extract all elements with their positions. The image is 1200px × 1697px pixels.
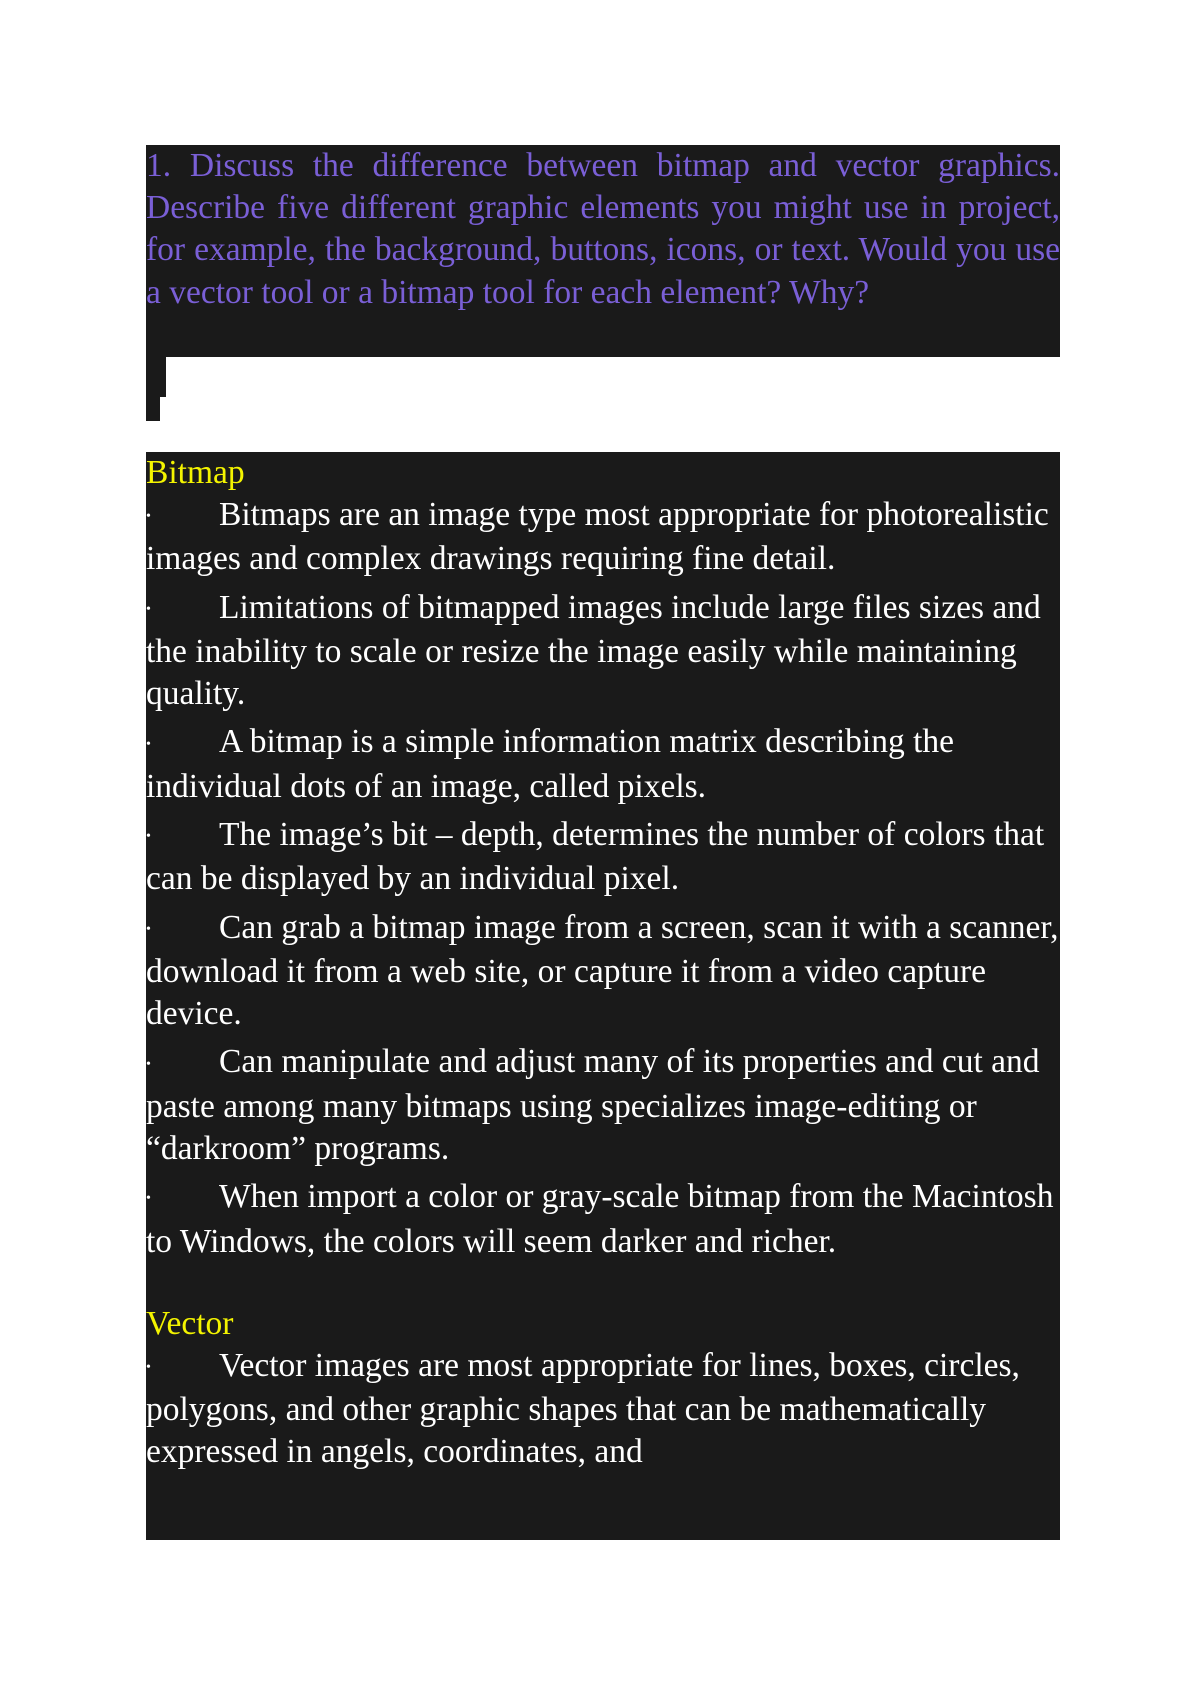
bullet-icon: • xyxy=(146,601,151,617)
bullet-icon: • xyxy=(146,1056,151,1072)
bullet-icon: • xyxy=(146,921,151,937)
bitmap-item-text: Limitations of bitmapped images include large files sizes and the inability to scale or resize the image easily while maintaining quality. xyxy=(146,588,1041,713)
bitmap-item-text: Bitmaps are an image type most appropriate for photorealistic images and complex drawings requiring fine detail. xyxy=(146,496,1049,578)
bitmap-list-item xyxy=(146,814,1060,901)
bitmap-heading: Bitmap xyxy=(146,454,245,491)
text-cursor xyxy=(146,357,166,397)
bitmap-list-item xyxy=(146,907,1060,1036)
vector-list-item xyxy=(146,1345,1060,1474)
bitmap-item-text: When import a color or gray-scale bitmap from the Macintosh to Windows, the colors will seem darker and richer. xyxy=(146,1178,1054,1260)
bitmap-list-item xyxy=(146,1041,1060,1170)
bitmap-item-text: A bitmap is a simple information matrix describing the individual dots of an image, called pixels. xyxy=(146,723,955,805)
bullet-icon: • xyxy=(146,736,151,752)
vector-item-text: Vector images are most appropriate for lines, boxes, circles, polygons, and other graphic shapes that can be mathematically expressed in angels, coordinates, and xyxy=(146,1346,1020,1471)
vector-list xyxy=(146,1345,1060,1474)
bitmap-list-item xyxy=(146,721,1060,808)
bullet-icon: • xyxy=(146,1191,151,1207)
question-block xyxy=(146,145,1060,357)
answer-block xyxy=(146,452,1060,1540)
bitmap-list-item xyxy=(146,1176,1060,1263)
bullet-icon: • xyxy=(146,829,151,845)
vector-heading: Vector xyxy=(146,1304,234,1342)
bitmap-item-text: Can grab a bitmap image from a screen, scan it with a scanner, download it from a web site, or capture it from a video capture device. xyxy=(146,908,1059,1033)
bullet-icon: • xyxy=(146,509,151,525)
bitmap-list xyxy=(146,494,1060,1263)
section-gap xyxy=(146,1263,1060,1303)
text-cursor-tail xyxy=(146,397,160,421)
bullet-icon: • xyxy=(146,1360,151,1376)
bitmap-list-item xyxy=(146,587,1060,716)
bitmap-item-text: Can manipulate and adjust many of its properties and cut and paste among many bitmaps using specializes image-editing or “darkroom” programs. xyxy=(146,1043,1040,1168)
bitmap-list-item xyxy=(146,494,1060,581)
question-text: 1. Discuss the difference between bitmap and vector graphics. Describe five different graphic elements you might use in project, for example, the background, buttons, icons, or text. Would you use a vector tool or a bitmap tool for each element? Why? xyxy=(146,147,1060,311)
bitmap-item-text: The image’s bit – depth, determines the number of colors that can be displayed by an individual pixel. xyxy=(146,816,1045,898)
